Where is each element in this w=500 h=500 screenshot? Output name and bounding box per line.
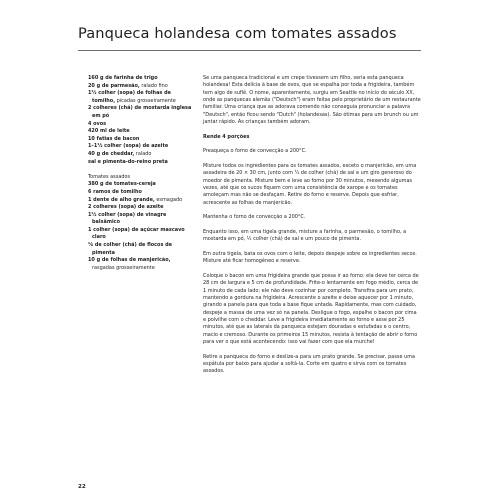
page-title: Panqueca holandesa com tomates assados xyxy=(78,25,397,42)
ingredient-quantity: 10 fatias de bacon xyxy=(88,135,140,142)
ingredient-quantity: 1 dente de alho grande, xyxy=(88,196,155,203)
ingredient-item xyxy=(88,212,192,227)
ingredient-item xyxy=(88,121,192,129)
page-number: 22 xyxy=(78,484,86,490)
ingredient-item xyxy=(88,197,192,205)
ingredient-note: esmagado xyxy=(154,196,183,203)
ingredient-quantity: 1 colher (sopa) de açúcar mascavo claro xyxy=(88,226,185,241)
ingredient-quantity: 1–1½ colher (sopa) de azeite xyxy=(88,143,169,150)
ingredient-note: picadas grosseiramente xyxy=(115,97,176,104)
ingredient-item xyxy=(88,242,192,257)
ingredient-quantity: 2 colheres (chá) de mostarda inglesa em pó xyxy=(88,105,192,119)
method-step: Enquanto isso, em uma tigela grande, misture a farinha, o parmesão, o tomilho, a mostarda em pó, ½ colher (chá) de sal e um pouco de pimenta. xyxy=(203,228,407,243)
tomato-ingredient-list xyxy=(88,181,192,272)
title-divider xyxy=(78,50,421,51)
ingredient-note: ralado xyxy=(134,150,152,157)
method-column xyxy=(203,75,421,383)
ingredient-item xyxy=(88,204,192,212)
method-step: Em outra tigela, bata os ovos com o leite, depois despeje sobre os ingredientes secos. Misture até ficar homogêneo e reserve. xyxy=(203,250,417,265)
ingredient-quantity: 1½ colher (sopa) de vinagre balsâmico xyxy=(88,211,167,226)
ingredient-quantity: 2 colheres (sopa) de azeite xyxy=(88,204,164,211)
ingredient-quantity: 1½ colher (sopa) de folhas de tomilho, xyxy=(88,90,171,104)
ingredient-item xyxy=(88,227,192,242)
ingredient-quantity: 160 g de farinha de trigo xyxy=(88,75,158,81)
ingredient-item xyxy=(88,128,192,136)
ingredient-quantity: 420 ml de leite xyxy=(88,128,130,135)
ingredient-list xyxy=(88,75,192,166)
ingredient-quantity: 10 g de folhas de manjericão, xyxy=(88,257,171,264)
ingredient-item xyxy=(88,90,192,105)
ingredient-quantity: 40 g de cheddar, xyxy=(88,150,135,157)
ingredient-quantity: sal e pimenta-do-reino preta xyxy=(88,158,168,165)
method-step: Misture todos os ingredientes para os tomates assados, exceto o manjericão, em uma assadeira de 20 × 30 cm, junto com ¼ de colher (chá) de sal e um giro generoso do moedor de pimenta. Misture bem e leve ao forno por 30 minutos, mexendo algumas vezes, até que os sucos fiquem com uma consistência de xarope e os tomates amoleçam mas não se desfaçam. Retire do forno e reserve. Depois que esfriar, acrescente as folhas de manjericão. xyxy=(203,162,417,206)
ingredient-note: rasgadas grosseiramente xyxy=(92,264,155,271)
method-step: Mantenha o forno de convecção a 200°C. xyxy=(203,214,306,221)
ingredient-quantity: 6 ramos de tomilho xyxy=(88,188,142,195)
ingredient-item xyxy=(88,159,192,167)
method-step: Retire a panqueca do forno e deslize-a para um prato grande. Se precisar, passe uma espátula por baixo para ajudar a soltá-la. Corte em quatro e sirva com os tomates assados. xyxy=(203,353,416,375)
ingredient-quantity: ⅛ de colher (chá) de flocos de pimenta xyxy=(88,242,172,256)
ingredient-item xyxy=(88,257,192,272)
ingredient-quantity: 4 ovos xyxy=(88,120,107,127)
method-step: Coloque o bacon em uma frigideira grande que possa ir ao forno: ela deve ter cerca de 28 cm de largura e 5 cm de profundidade. Frite-o lentamente em fogo médio, cerca de 1 minuto de cada lado: ele não deve cozinhar por completo. Transfira para um prato, mantendo a gordura na frigideira. Acrescente o azeite e deixe aquecer por 1 minuto, girando a panela para que toda a base fique untada. Rapidamente, mas com cuidado, despeje a massa de uma vez só na panela. Desligue o fogo, espalhe o bacon por cima e polvilhe com o cheddar. Leve a frigideira imediatamente ao forno e asse por 25 minutos, até que as laterais da panqueca estejam douradas e estufadas e o centro, macio e cremoso. Durante os primeiros 15 minutos, resista à tentação de abrir o forno para ver o que está acontecendo: isso vai fazer com que ela murche! xyxy=(203,272,419,346)
intro-paragraph: Se uma panqueca tradicional e um crepe tivessem um filho, seria esta panqueca holandesa! Esta delícia à base de ovos, que se espalha por toda a frigideira, também tem algo de suflê. O nome, aparentemente, surgiu em Seattle no início do século XX, onde as panquecas alemãs ("Deutsch") eram feitas pelo proprietário de um restaurante familiar. Uma criança que as adorava comendo não conseguia pronunciar a palavra "Deutsch", então ficou sendo "Dutch" (holandesas). São ótimas para um brunch ou um jantar rápido. As crianças também adoram. xyxy=(203,75,421,126)
ingredient-quantity: 20 g de parmesão, xyxy=(88,82,140,89)
ingredient-item xyxy=(88,143,192,151)
ingredient-item xyxy=(88,75,192,83)
yield-heading: Rende 4 porções xyxy=(203,133,250,140)
ingredient-item xyxy=(88,189,192,197)
ingredients-column xyxy=(88,75,192,272)
ingredient-quantity: 380 g de tomates-cereja xyxy=(88,181,156,188)
ingredient-item xyxy=(88,181,192,189)
ingredient-item xyxy=(88,151,192,159)
method-step: Preaqueça o forno de convecção a 200°C. xyxy=(203,148,307,155)
ingredient-group-title: Tomates assados xyxy=(88,173,131,180)
ingredient-item xyxy=(88,105,192,120)
ingredient-note: ralado fino xyxy=(139,82,168,89)
